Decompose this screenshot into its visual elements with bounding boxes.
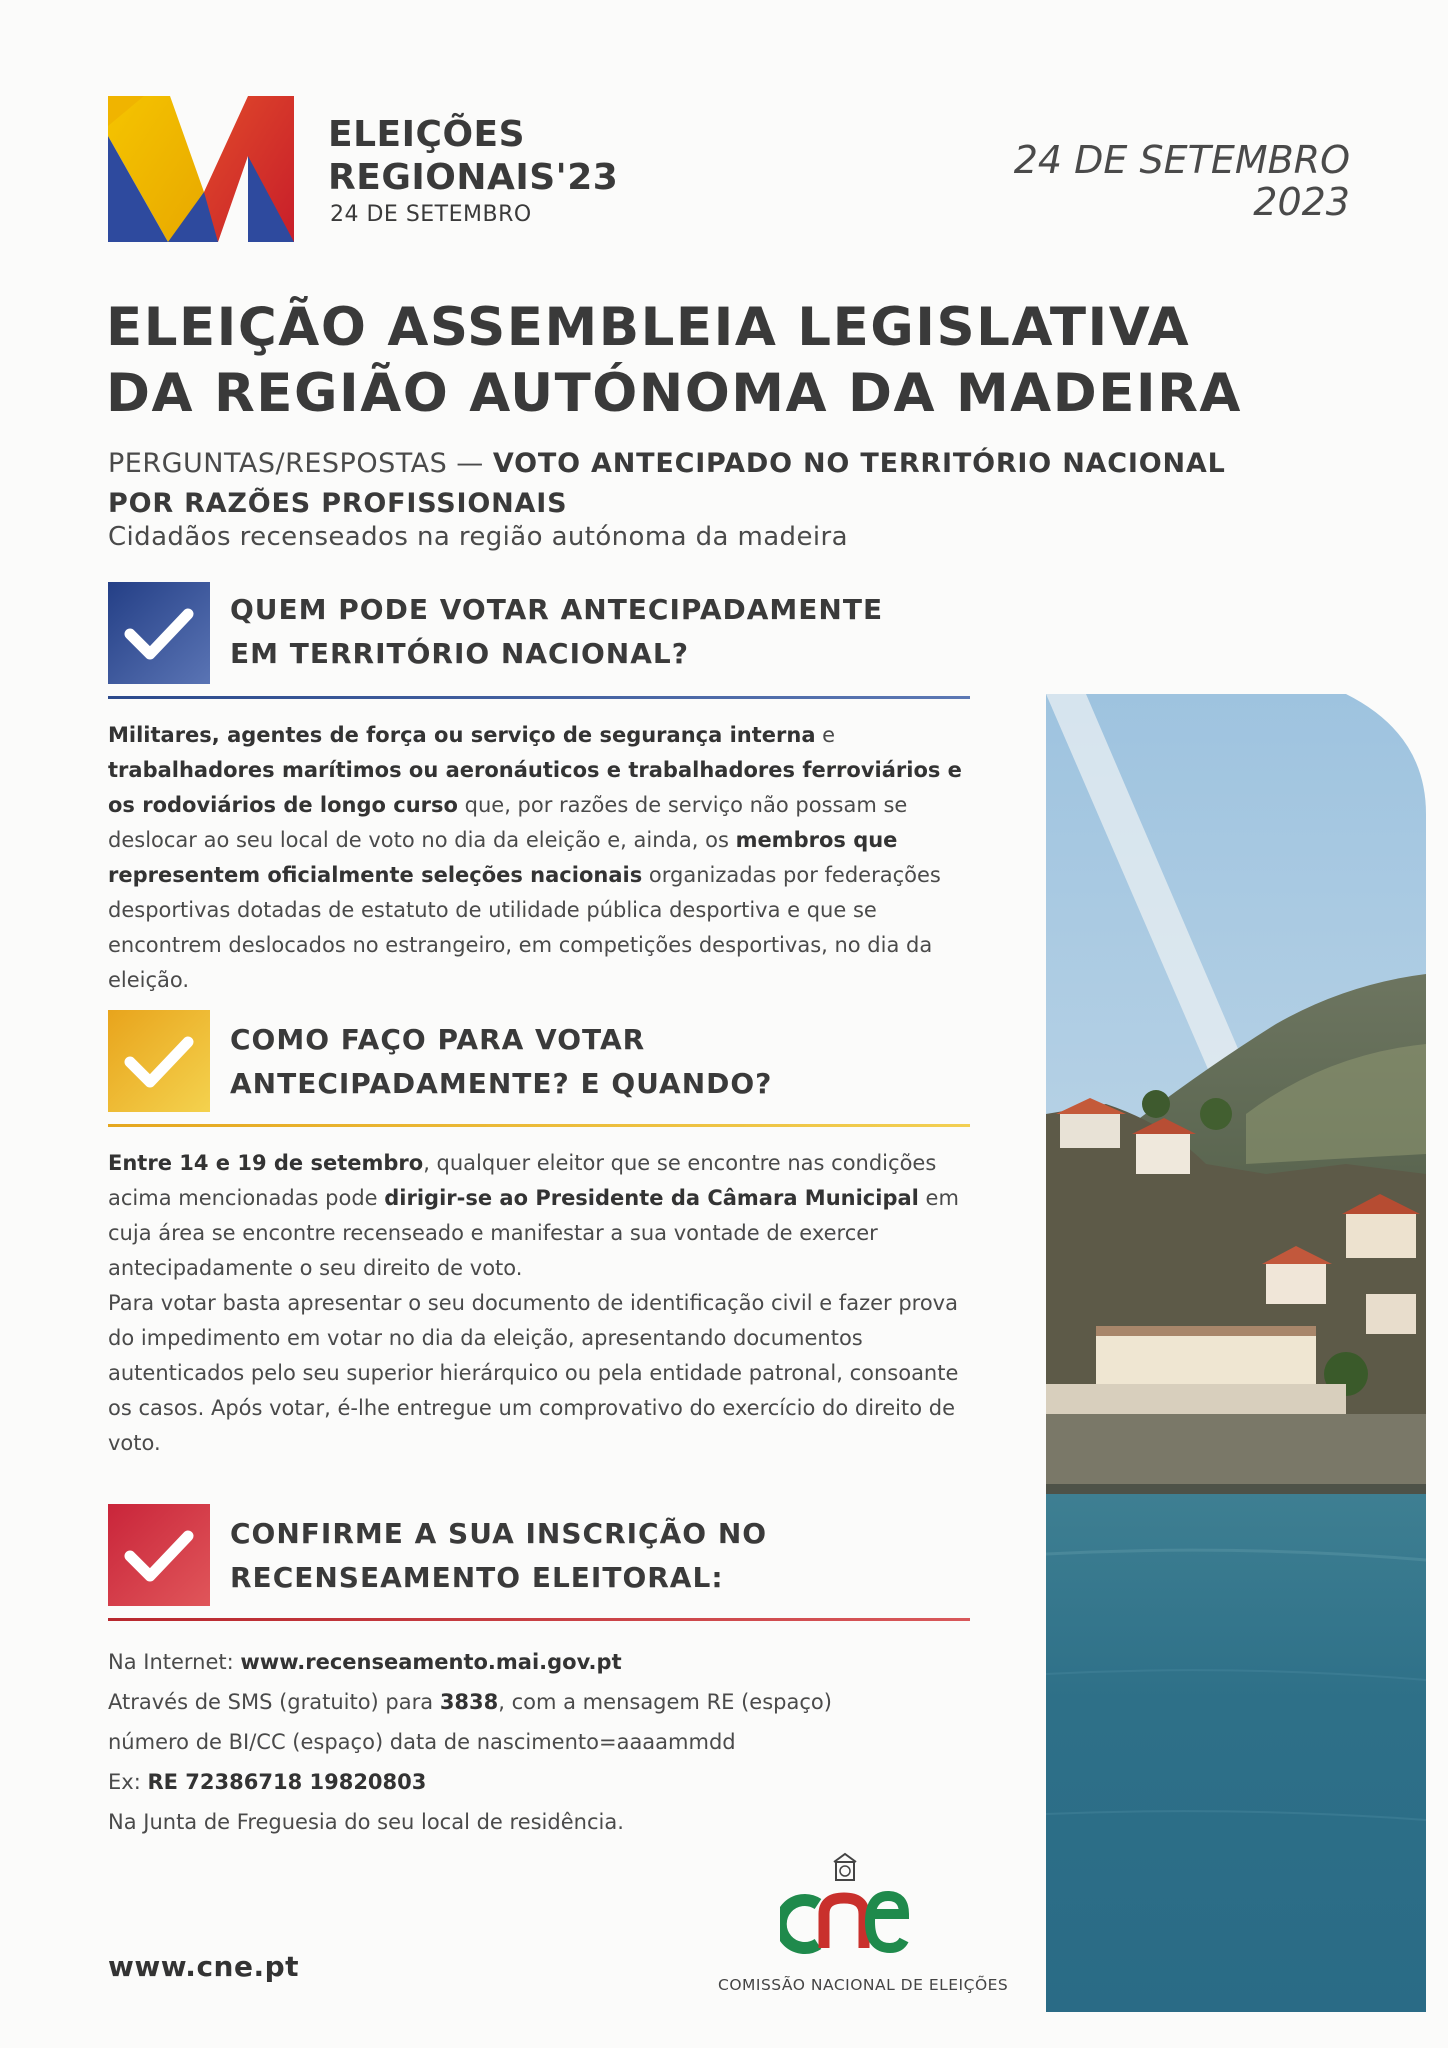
main-title-line1: ELEIÇÃO ASSEMBLEIA LEGISLATIVA [106, 297, 1191, 358]
section3-divider [108, 1618, 970, 1621]
section1-check-icon [108, 582, 210, 684]
elections-logo [108, 96, 294, 242]
main-title-line2: DA REGIÃO AUTÓNOMA DA MADEIRA [106, 363, 1242, 424]
section1-paragraph [108, 718, 988, 998]
section2-text [108, 1146, 988, 1461]
section2-check-icon [108, 1010, 210, 1112]
brand-line1: ELEIÇÕES [328, 114, 526, 155]
internet-line [108, 1642, 988, 1682]
section1-run-4: membros que representem oficialmente seleções nacionais [108, 828, 898, 887]
sms-line2: número de BI/CC (espaço) data de nascimento=aaaammdd [108, 1730, 736, 1754]
section2-title [230, 1018, 772, 1106]
section1-run-2: trabalhadores marítimos ou aeronáuticos e trabalhadores ferroviários e os rodoviários de longo curso [108, 758, 962, 817]
internet-label: Na Internet: [108, 1650, 241, 1674]
section2-paragraph1 [108, 1146, 988, 1286]
election-date-line1: 24 DE SETEMBRO [1013, 138, 1350, 182]
section3-title [230, 1512, 767, 1600]
example-line [108, 1762, 988, 1802]
cne-website-link[interactable]: www.cne.pt [108, 1950, 300, 1983]
junta-line: Na Junta de Freguesia do seu local de residência. [108, 1810, 624, 1834]
section1-text [108, 718, 988, 998]
sms-line [108, 1682, 988, 1722]
section1-run-3: que, por razões de serviço não possam se deslocar ao seu local de voto no dia da eleição e, ainda, os [108, 793, 908, 852]
section1-run-0: Militares, agentes de força ou serviço de segurança interna [108, 723, 816, 747]
subtitle-line1 [108, 448, 1226, 479]
section3-text [108, 1642, 988, 1842]
section2-paragraph2: Para votar basta apresentar o seu documento de identificação civil e fazer prova do impedimento em votar no dia da eleição, apresentando documentos autenticados pelo seu superior hierárquico ou pela entidade patronal, consoante os casos. Após votar, é-lhe entregue um comprovativo do exercício do direito de voto. [108, 1291, 959, 1455]
section3-title-line1: CONFIRME A SUA INSCRIÇÃO NO [230, 1517, 768, 1550]
cne-logo [780, 1852, 910, 1972]
section2-run-1: , qualquer eleitor que se encontre nas condições acima mencionadas pode [108, 1151, 937, 1210]
section2-run-2: dirigir-se ao Presidente da Câmara Municipal [384, 1186, 919, 1210]
subtitle-bold1: VOTO ANTECIPADO NO TERRITÓRIO NACIONAL [492, 448, 1226, 479]
brand-line3: 24 DE SETEMBRO [330, 202, 532, 227]
section1-run-5: organizadas por federações desportivas dotadas de estatuto de utilidade pública desportiva e que se encontrem deslocados no estrangeiro, em competições desportivas, no dia da eleição. [108, 863, 941, 992]
section2-run-0: Entre 14 e 19 de setembro [108, 1151, 424, 1175]
election-date-line2: 2023 [1253, 180, 1350, 224]
section3-check-icon [108, 1504, 210, 1606]
section2-title-line2: ANTECIPADAMENTE? E QUANDO? [230, 1067, 773, 1100]
section1-title-line2: EM TERRITÓRIO NACIONAL? [230, 637, 689, 670]
brand-line2: REGIONAIS'23 [328, 157, 619, 198]
section1-run-1: e [815, 723, 836, 747]
cne-name: COMISSÃO NACIONAL DE ELEIÇÕES [718, 1976, 1009, 1994]
section2-title-line1: COMO FAÇO PARA VOTAR [230, 1023, 646, 1056]
example-label: Ex: [108, 1770, 148, 1794]
section1-title [230, 588, 883, 676]
section1-divider [108, 696, 970, 699]
madeira-coast-photo [1046, 694, 1426, 2012]
sms-number: 3838 [439, 1690, 499, 1714]
section2-run-3: em cuja área se encontre recenseado e manifestar a sua vontade de exercer antecipadamente o seu direito de voto. [108, 1186, 959, 1280]
section2-divider [108, 1124, 970, 1127]
subtitle-line3: Cidadãos recenseados na região autónoma da madeira [108, 522, 848, 552]
example-value: RE 72386718 19820803 [147, 1770, 427, 1794]
sms-prefix: Através de SMS (gratuito) para [108, 1690, 440, 1714]
subtitle-line2: POR RAZÕES PROFISSIONAIS [108, 488, 568, 519]
section1-title-line1: QUEM PODE VOTAR ANTECIPADAMENTE [230, 593, 884, 626]
section3-title-line2: RECENSEAMENTO ELEITORAL: [230, 1561, 724, 1594]
recenseamento-link[interactable]: www.recenseamento.mai.gov.pt [240, 1650, 622, 1674]
subtitle-prefix: PERGUNTAS/RESPOSTAS — [108, 448, 493, 479]
sms-suffix: , com a mensagem RE (espaço) [498, 1690, 832, 1714]
